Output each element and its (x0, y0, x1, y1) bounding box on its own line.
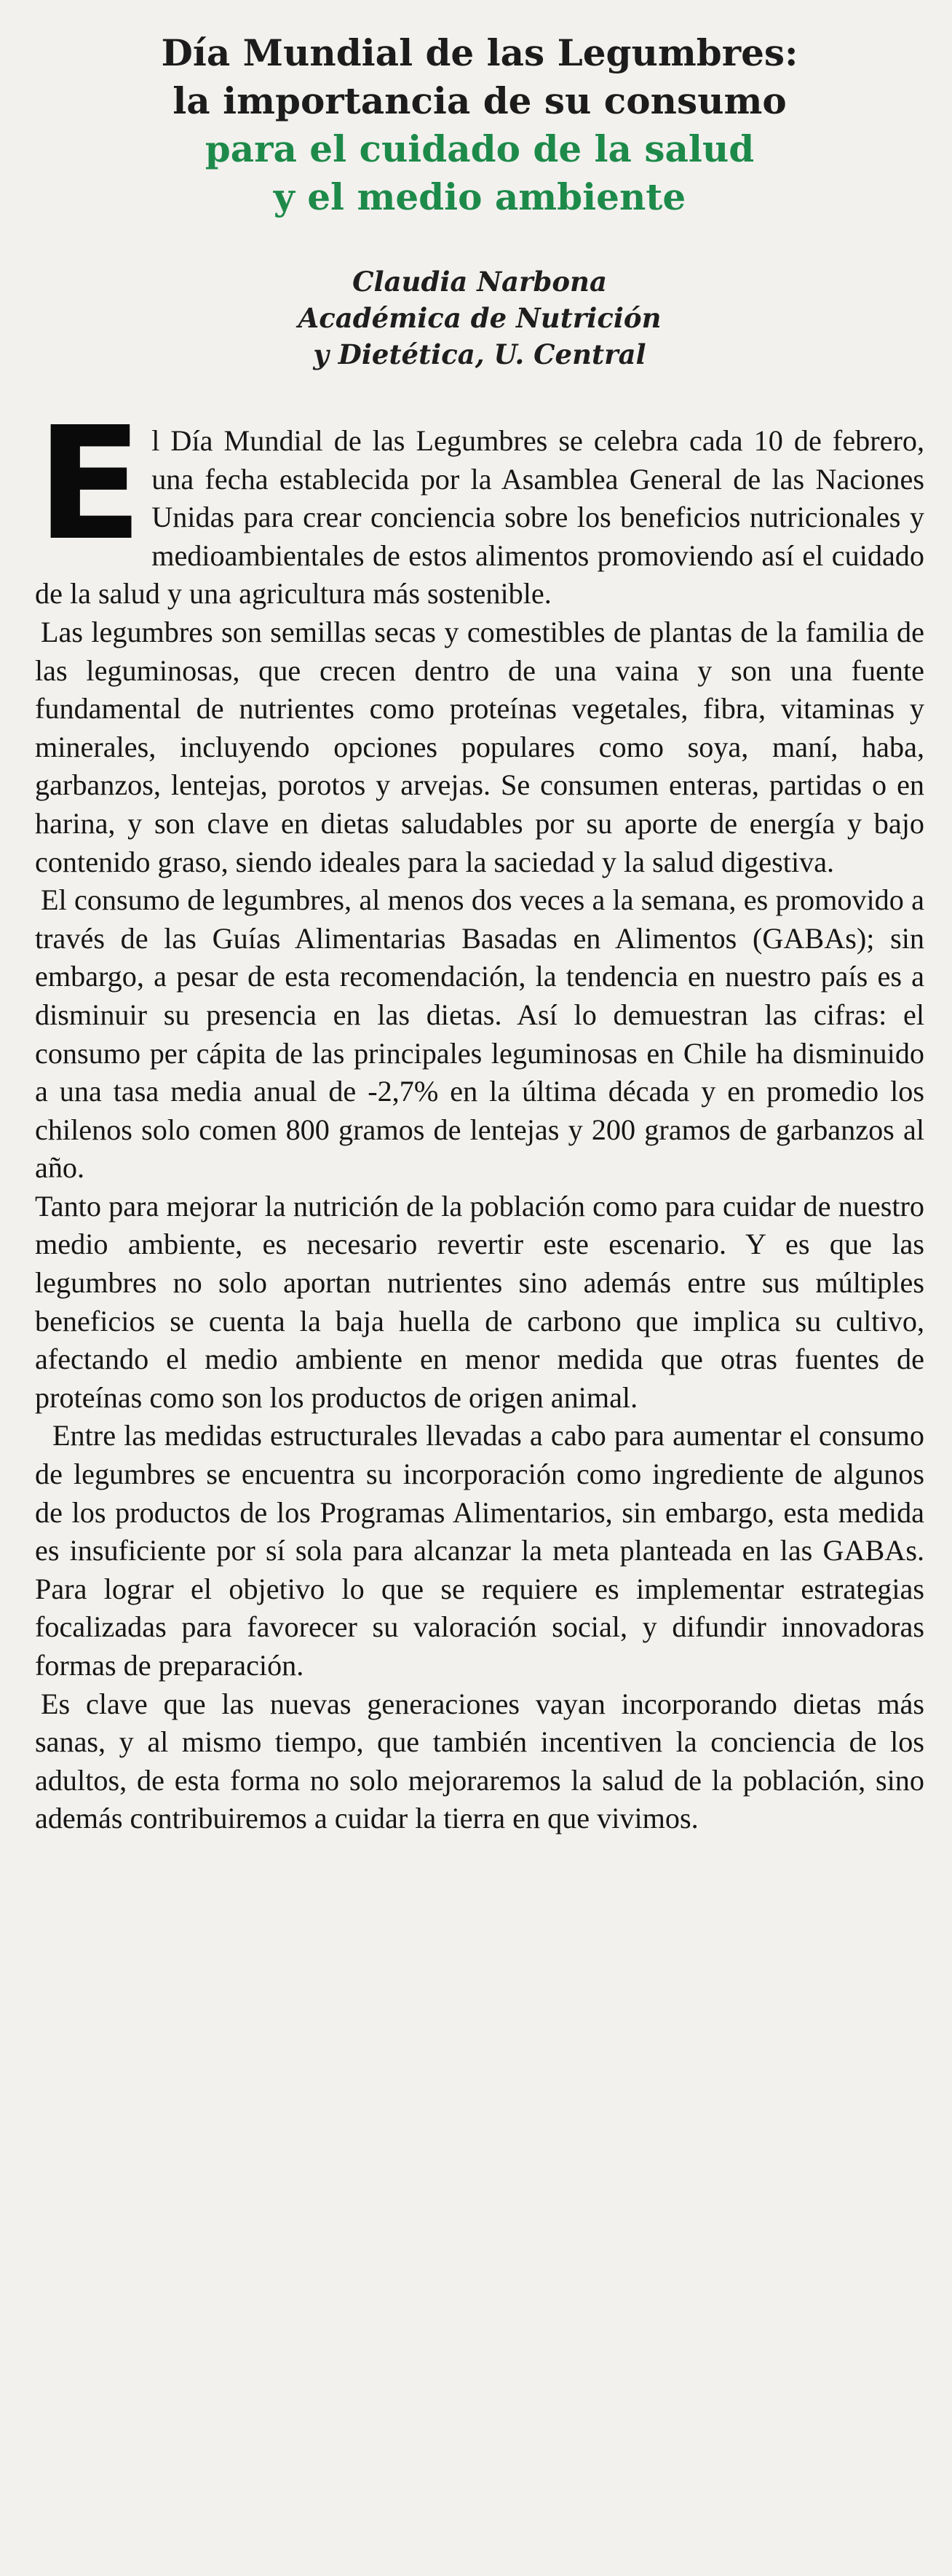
author-byline (35, 263, 924, 373)
paragraph-1 (35, 394, 924, 613)
paragraph-2: Las legumbres son semillas secas y comestibles de plantas de la familia de las leguminosas, que crecen dentro de una vaina y son una fuente fundamental de nutrientes como proteínas vegetales, fibra, vitaminas y minerales, incluyendo opciones populares como soya, maní, haba, garbanzos, lentejas, porotos y arvejas. Se consumen enteras, partidas o en harina, y son clave en dietas saludables por su aporte de energía y bajo contenido graso, siendo ideales para la saciedad y la salud digestiva. (35, 615, 924, 878)
headline-line-4: y el medio ambiente (273, 175, 686, 218)
headline-line-3: para el cuidado de la salud (205, 127, 755, 170)
drop-cap: E (36, 394, 140, 575)
author-role-line-2: y Dietética, U. Central (313, 338, 646, 370)
headline-line-2: la importancia de su consumo (172, 79, 787, 122)
headline-line-1: Día Mundial de las Legumbres: (161, 31, 798, 74)
article-body (35, 394, 924, 1838)
author-role-line-1: Académica de Nutrición (298, 302, 662, 334)
paragraph-1-text: l Día Mundial de las Legumbres se celebra cada 10 de febrero, una fecha establecida por la Asamblea General de las Naciones Unidas para crear conciencia sobre los beneficios nutricionales y medioambientales de estos alimentos promoviendo así el cuidado de la salud y una agricultura más sostenible. (35, 424, 924, 611)
author-name: Claudia Narbona (352, 266, 607, 298)
paragraph-4: Tanto para mejorar la nutrición de la población como para cuidar de nuestro medio ambiente, es necesario revertir este escenario. Y es que las legumbres no solo aportan nutrientes sino además entre sus múltiples beneficios se cuenta la baja huella de carbono que implica su cultivo, afectando el medio ambiente en menor medida que otras fuentes de proteínas como son los productos de origen animal. (35, 1189, 924, 1414)
paragraph-5: Entre las medidas estructurales llevadas a cabo para aumentar el consumo de legumbres se encuentra su incorporación como ingrediente de algunos de los productos de los Programas Alimentarios, sin embargo, esta medida es insuficiente por sí sola para alcanzar la meta planteada en las GABAs. Para lograr el objetivo lo que se requiere es implementar estrategias focalizadas para favorecer su valoración social, y difundir innovadoras formas de preparación. (35, 1419, 924, 1682)
paragraph-6: Es clave que las nuevas generaciones vayan incorporando dietas más sanas, y al mismo tiempo, que también incentiven la conciencia de los adultos, de esta forma no solo mejoraremos la salud de la población, sino además contribuiremos a cuidar la tierra en que vivimos. (35, 1687, 924, 1835)
paragraph-3: El consumo de legumbres, al menos dos veces a la semana, es promovido a través de las Guías Alimentarias Basadas en Alimentos (GABAs); sin embargo, a pesar de esta recomendación, la tendencia en nuestro país es a disminuir su presencia en las dietas. Así lo demuestran las cifras: el consumo per cápita de las principales leguminosas en Chile ha disminuido a una tasa media anual de -2,7% en la última década y en promedio los chilenos solo comen 800 gramos de lentejas y 200 gramos de garbanzos al año. (35, 883, 924, 1185)
article-headline (35, 29, 924, 221)
